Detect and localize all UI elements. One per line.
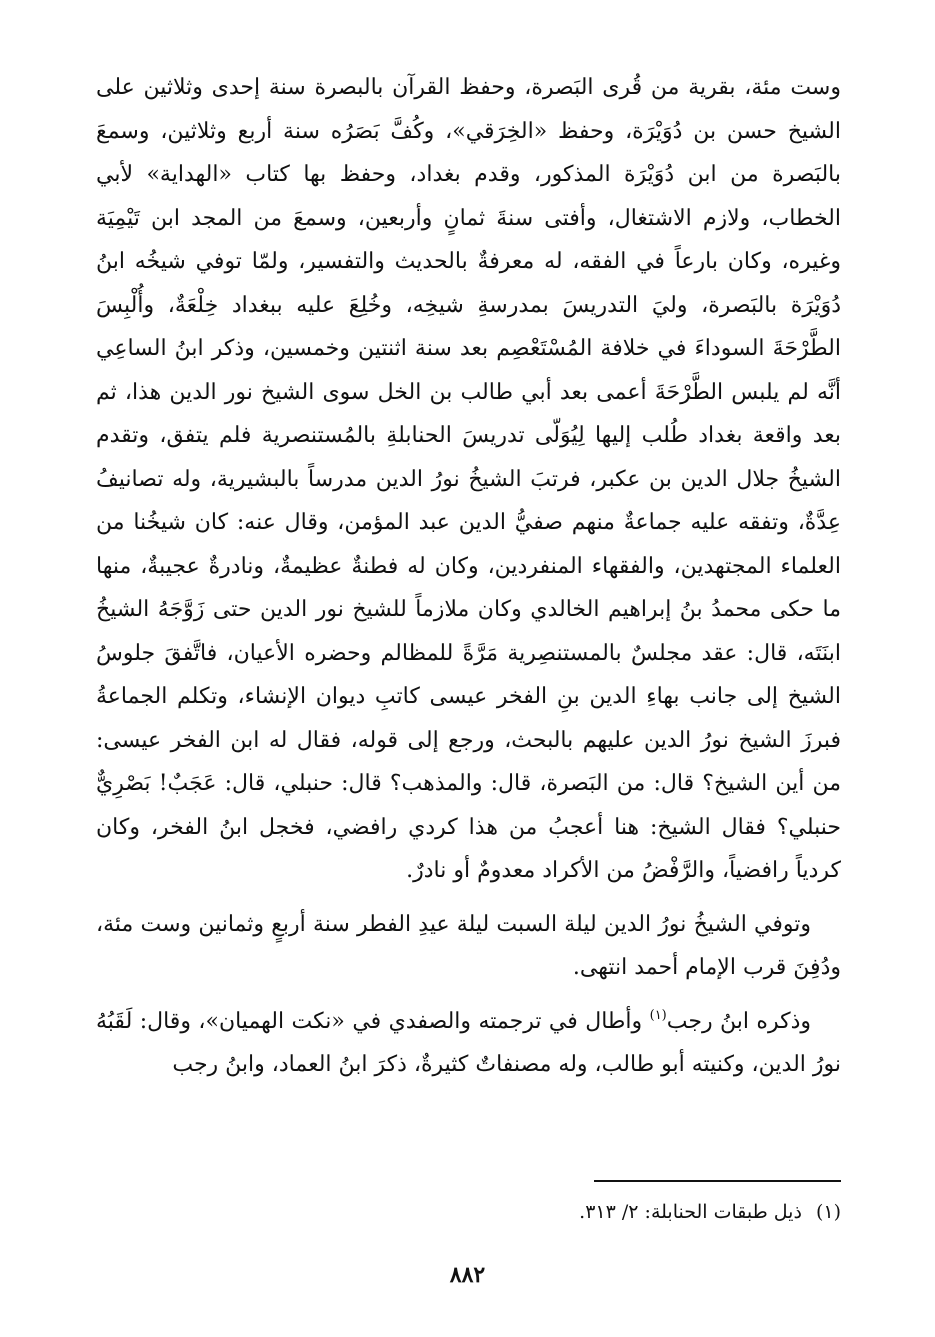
footnote-text: ذيل طبقات الحنابلة: ٢/ ٣١٣. [579,1201,802,1223]
footnote-number: (١) [815,1201,841,1223]
paragraph-3-start: وذكره ابنُ رجب [666,1008,811,1034]
paragraph-1: وست مئة، بقرية من قُرى البَصرة، وحفظ القرآن بالبصرة سنة إحدى وثلاثين على الشيخ حسن بن دُوَيْرَة، وحفظ «الخِرَقي»، وكُفَّ بَصَرُه سنة أربع وثلاثين، وسمعَ بالبَصرة من ابن دُوَيْرَة المذكور، وقدم بغداد، وحفظ بها كتاب «الهداية» لأبي الخطاب، ولازم الاشتغال، وأفتى سنةَ ثمانٍ وأربعين، وسمعَ من المجد ابن تَيْمِيَة وغيره، وكان بارعاً في الفقه، له معرفةٌ بالحديث والتفسير، ولمّا توفي شيخُه ابنُ دُوَيْرَة بالبَصرة، وليَ التدريسَ بمدرسةِ شيخِه، وخُلِعَ عليه ببغداد خِلْعَةٌ، وأُلْبِسَ الطَّرْحَةَ السوداءَ في خلافة المُسْتَعْصِم بعد سنة اثنتين وخمسين، وذكر ابنُ الساعِي أنَّه لم يلبس الطَّرْحَةَ أعمى بعد أبي طالب بن الخل سوى الشيخ نور الدين هذا، ثم بعد واقعة بغداد طُلب إليها لِيُوَلّى تدريسَ الحنابلةِ بالمُستنصرية فلم يتفق، وتقدم الشيخُ جلال الدين بن عكبر، فرتبَ الشيخُ نورُ الدين مدرساً بالبشيرية، وله تصانيفُ عِدَّةٌ، وتفقه عليه جماعةٌ منهم صفيُّ الدين عبد المؤمن، وقال عنه: كان شيخُنا من العلماء المجتهدين، والفقهاء المنفردين، وكان له فطنةٌ عظيمةٌ، ونادرةٌ عجيبةٌ، منها ما حكى محمدُ بنُ إبراهيم الخالدي وكان ملازماً للشيخ نور الدين حتى زَوَّجَهُ الشيخُ ابنَتَه، قال: عقد مجلسٌ بالمستنصِرية مَرَّةً للمظالم وحضره الأعيان، فاتَّفقَ جلوسُ الشيخ إلى جانب بهاءِ الدين بنِ الفخر عيسى كاتبِ ديوان الإنشاء، وتكلم الجماعةُ فبرزَ الشيخ نورُ الدين عليهم بالبحث، ورجع إلى قوله، فقال له ابن الفخر عيسى: من أين الشيخ؟ قال: من البَصرة، قال: والمذهب؟ قال: حنبلي، قال: عَجَبٌ! بَصْرِيٌّ حنبلي؟ فقال الشيخ: هنا أعجبُ من هذا كردي رافضي، فخجل ابنُ الفخر، وكان كردياً رافضياً، والرَّفْضُ من الأكراد معدومٌ أو نادرٌ. [96,75,842,883]
footnote-divider [594,1180,841,1182]
footnote [96,1197,841,1227]
main-text [96,66,841,1087]
page-number: ٨٨٢ [449,1262,486,1288]
footnote-reference: (١) [649,1007,667,1023]
paragraph-2: وتوفي الشيخُ نورُ الدين ليلة السبت ليلة عيدِ الفطر سنة أربعٍ وثمانين وست مئة، ودُفِنَ قرب الإمام أحمد انتهى. [96,911,841,980]
paragraph-3-rest: وأطال في ترجمته والصفدي في «نكت الهميان»، وقال: لَقَبُهُ نورُ الدين، وكنيته أبو طالب، وله مصنفاتٌ كثيرةٌ، ذكرَ ابنُ العماد، وابنُ رجب [96,1008,841,1077]
paragraph-3 [96,1000,841,1087]
